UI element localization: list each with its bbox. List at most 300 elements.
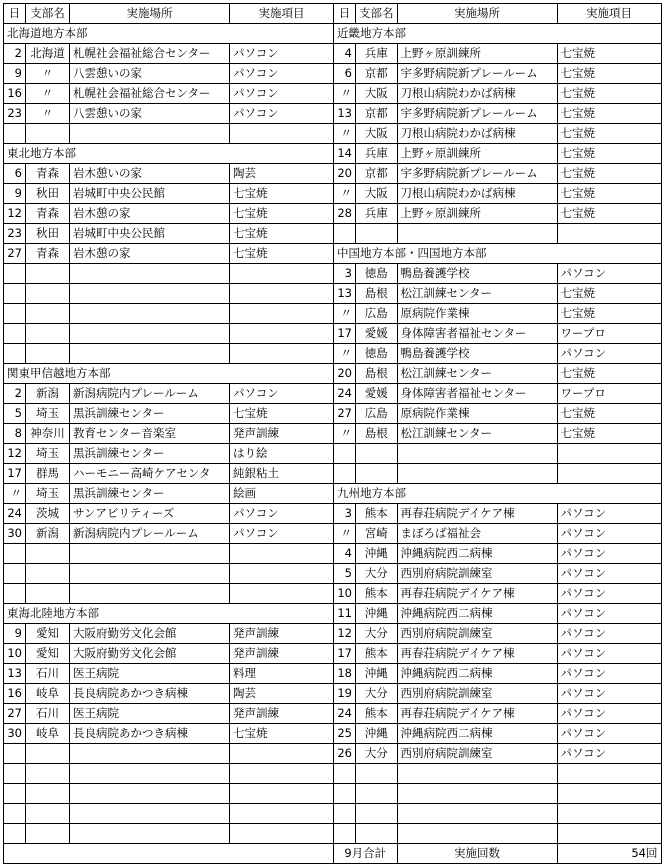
venue-cell-right: 沖縄病院西二病棟 — [397, 604, 557, 624]
venue-cell-left — [70, 764, 230, 784]
item-cell-left — [230, 324, 334, 344]
day-cell-left: 9 — [4, 624, 26, 644]
branch-cell-right: 広島 — [356, 304, 398, 324]
item-cell-left — [230, 264, 334, 284]
day-cell-left — [4, 284, 26, 304]
venue-cell-left: 岩木憩の家 — [70, 244, 230, 264]
day-cell-left — [4, 544, 26, 564]
day-cell-right — [334, 464, 356, 484]
item-cell-right: 七宝焼 — [557, 164, 661, 184]
day-cell-right: 20 — [334, 164, 356, 184]
branch-cell-left: 愛知 — [26, 624, 70, 644]
item-cell-right: 七宝焼 — [557, 64, 661, 84]
day-cell-right — [334, 764, 356, 784]
item-cell-left: 陶芸 — [230, 684, 334, 704]
branch-cell-left: 秋田 — [26, 184, 70, 204]
table-row — [4, 84, 662, 104]
day-cell-right: 28 — [334, 204, 356, 224]
day-cell-right: 〃 — [334, 124, 356, 144]
item-cell-left: 料理 — [230, 664, 334, 684]
table-row — [4, 364, 662, 384]
branch-cell-left: 新潟 — [26, 384, 70, 404]
item-cell-left: 七宝焼 — [230, 404, 334, 424]
branch-cell-left: 石川 — [26, 664, 70, 684]
branch-cell-right — [356, 764, 398, 784]
branch-cell-right: 熊本 — [356, 504, 398, 524]
branch-cell-left: 秋田 — [26, 224, 70, 244]
branch-cell-right — [356, 804, 398, 824]
item-cell-left — [230, 784, 334, 804]
day-cell-left: 24 — [4, 504, 26, 524]
item-cell-right: ワープロ — [557, 324, 661, 344]
day-cell-right: 4 — [334, 44, 356, 64]
table-row — [4, 24, 662, 44]
item-cell-left — [230, 124, 334, 144]
day-cell-right: 〃 — [334, 424, 356, 444]
table-row — [4, 724, 662, 744]
item-cell-right: 七宝焼 — [557, 144, 661, 164]
item-cell-right: パソコン — [557, 744, 661, 764]
venue-cell-left — [70, 264, 230, 284]
day-cell-left: 2 — [4, 44, 26, 64]
table-row — [4, 624, 662, 644]
day-cell-left — [4, 564, 26, 584]
branch-cell-right: 京都 — [356, 164, 398, 184]
branch-cell-right — [356, 784, 398, 804]
item-cell-left: パソコン — [230, 504, 334, 524]
venue-cell-right: 原病院作業棟 — [397, 404, 557, 424]
venue-cell-right: 松江訓練センター — [397, 424, 557, 444]
day-cell-right: 〃 — [334, 84, 356, 104]
day-cell-left: 30 — [4, 524, 26, 544]
day-cell-right: 20 — [334, 364, 356, 384]
item-cell-right: パソコン — [557, 684, 661, 704]
branch-cell-left — [26, 804, 70, 824]
item-cell-left — [230, 764, 334, 784]
table-row — [4, 564, 662, 584]
venue-cell-right: 再春荘病院デイケア棟 — [397, 704, 557, 724]
day-cell-left: 5 — [4, 404, 26, 424]
venue-cell-right — [397, 444, 557, 464]
table-row — [4, 124, 662, 144]
header-venue-right: 実施場所 — [397, 4, 557, 24]
venue-cell-left — [70, 324, 230, 344]
day-cell-right: 24 — [334, 704, 356, 724]
venue-cell-right: 上野ヶ原訓練所 — [397, 144, 557, 164]
branch-cell-right: 徳島 — [356, 344, 398, 364]
branch-cell-right: 愛媛 — [356, 324, 398, 344]
day-cell-left: 17 — [4, 464, 26, 484]
day-cell-left: 6 — [4, 164, 26, 184]
item-cell-left: 七宝焼 — [230, 204, 334, 224]
item-cell-left: パソコン — [230, 104, 334, 124]
table-row — [4, 304, 662, 324]
table-row — [4, 804, 662, 824]
branch-cell-left: 愛知 — [26, 644, 70, 664]
item-cell-right: パソコン — [557, 704, 661, 724]
venue-cell-right — [397, 224, 557, 244]
table-row — [4, 164, 662, 184]
branch-cell-right: 大阪 — [356, 124, 398, 144]
branch-cell-right: 大分 — [356, 684, 398, 704]
day-cell-right: 13 — [334, 284, 356, 304]
day-cell-right: 13 — [334, 104, 356, 124]
branch-cell-right: 京都 — [356, 64, 398, 84]
branch-cell-left: 青森 — [26, 204, 70, 224]
venue-cell-left — [70, 784, 230, 804]
item-cell-left — [230, 344, 334, 364]
item-cell-right — [557, 444, 661, 464]
item-cell-left — [230, 824, 334, 844]
item-cell-right: パソコン — [557, 724, 661, 744]
table-row — [4, 444, 662, 464]
item-cell-right: 七宝焼 — [557, 284, 661, 304]
count-label: 実施回数 — [397, 844, 557, 864]
day-cell-left — [4, 804, 26, 824]
branch-cell-right: 沖縄 — [356, 544, 398, 564]
venue-cell-right: 刀根山病院わかば病棟 — [397, 84, 557, 104]
header-branch-right: 支部名 — [356, 4, 398, 24]
day-cell-right: 27 — [334, 404, 356, 424]
section-header-left: 東北地方本部 — [4, 144, 334, 164]
item-cell-right: パソコン — [557, 344, 661, 364]
table-row — [4, 144, 662, 164]
day-cell-left — [4, 324, 26, 344]
table-row — [4, 244, 662, 264]
day-cell-right: 17 — [334, 324, 356, 344]
day-cell-left — [4, 824, 26, 844]
venue-cell-right: 原病院作業棟 — [397, 304, 557, 324]
venue-cell-left: 教育センター音楽室 — [70, 424, 230, 444]
section-header-right: 中国地方本部・四国地方本部 — [334, 244, 662, 264]
item-cell-left — [230, 584, 334, 604]
venue-cell-right: 身体障害者福祉センター — [397, 324, 557, 344]
branch-cell-left: 石川 — [26, 704, 70, 724]
branch-cell-left — [26, 344, 70, 364]
item-cell-right: パソコン — [557, 504, 661, 524]
item-cell-left: パソコン — [230, 384, 334, 404]
day-cell-left: 8 — [4, 424, 26, 444]
header-row — [4, 4, 662, 24]
table-row — [4, 104, 662, 124]
item-cell-right: 七宝焼 — [557, 44, 661, 64]
branch-cell-right: 島根 — [356, 284, 398, 304]
day-cell-right: 5 — [334, 564, 356, 584]
venue-cell-left — [70, 804, 230, 824]
branch-cell-left: 北海道 — [26, 44, 70, 64]
table-row — [4, 744, 662, 764]
venue-cell-left: ハーモニー高崎ケアセンタ — [70, 464, 230, 484]
item-cell-right: 七宝焼 — [557, 84, 661, 104]
branch-cell-left — [26, 824, 70, 844]
day-cell-right: 26 — [334, 744, 356, 764]
item-cell-right: パソコン — [557, 264, 661, 284]
venue-cell-right — [397, 464, 557, 484]
table-row — [4, 184, 662, 204]
venue-cell-left — [70, 564, 230, 584]
branch-cell-right: 兵庫 — [356, 204, 398, 224]
item-cell-right: ワープロ — [557, 384, 661, 404]
day-cell-left — [4, 744, 26, 764]
venue-cell-left: 岩城町中央公民館 — [70, 184, 230, 204]
item-cell-left: パソコン — [230, 64, 334, 84]
branch-cell-left — [26, 264, 70, 284]
day-cell-left: 2 — [4, 384, 26, 404]
venue-cell-right: 刀根山病院わかば病棟 — [397, 124, 557, 144]
header-venue-left: 実施場所 — [70, 4, 230, 24]
venue-cell-right: 沖縄病院西二病棟 — [397, 544, 557, 564]
item-cell-right — [557, 784, 661, 804]
branch-cell-left — [26, 284, 70, 304]
venue-cell-left: 新潟病院内プレールーム — [70, 384, 230, 404]
branch-cell-left — [26, 324, 70, 344]
table-row — [4, 524, 662, 544]
item-cell-left — [230, 744, 334, 764]
venue-cell-right: 上野ヶ原訓練所 — [397, 204, 557, 224]
venue-cell-right: 松江訓練センター — [397, 284, 557, 304]
branch-cell-right — [356, 444, 398, 464]
day-cell-left — [4, 764, 26, 784]
venue-cell-left — [70, 284, 230, 304]
day-cell-left: 16 — [4, 684, 26, 704]
table-row — [4, 264, 662, 284]
day-cell-right: 6 — [334, 64, 356, 84]
item-cell-right: パソコン — [557, 524, 661, 544]
table-row — [4, 384, 662, 404]
branch-cell-left — [26, 584, 70, 604]
venue-cell-right: 松江訓練センター — [397, 364, 557, 384]
venue-cell-left — [70, 584, 230, 604]
day-cell-right — [334, 824, 356, 844]
item-cell-left: 七宝焼 — [230, 184, 334, 204]
table-row — [4, 224, 662, 244]
venue-cell-left: 岩木憩の家 — [70, 204, 230, 224]
section-header-right: 九州地方本部 — [334, 484, 662, 504]
day-cell-left: 9 — [4, 64, 26, 84]
item-cell-right: パソコン — [557, 564, 661, 584]
venue-cell-left: 長良病院あかつき病棟 — [70, 724, 230, 744]
item-cell-right — [557, 224, 661, 244]
item-cell-left — [230, 804, 334, 824]
table-row — [4, 404, 662, 424]
day-cell-left: 27 — [4, 244, 26, 264]
branch-cell-right: 熊本 — [356, 704, 398, 724]
item-cell-left: パソコン — [230, 84, 334, 104]
count-value: 54回 — [557, 844, 661, 864]
section-header-left: 北海道地方本部 — [4, 24, 334, 44]
table-row — [4, 64, 662, 84]
item-cell-left — [230, 544, 334, 564]
table-row — [4, 464, 662, 484]
item-cell-right: 七宝焼 — [557, 404, 661, 424]
venue-cell-right: 宇多野病院新プレールーム — [397, 164, 557, 184]
venue-cell-right: 鴨島養護学校 — [397, 264, 557, 284]
day-cell-left: 16 — [4, 84, 26, 104]
branch-cell-right — [356, 224, 398, 244]
branch-cell-right: 京都 — [356, 104, 398, 124]
table-body — [4, 24, 662, 844]
day-cell-left — [4, 344, 26, 364]
item-cell-left: 発声訓練 — [230, 704, 334, 724]
table-row — [4, 44, 662, 64]
day-cell-left: 27 — [4, 704, 26, 724]
table-row — [4, 784, 662, 804]
branch-cell-right: 島根 — [356, 364, 398, 384]
activity-schedule-table — [3, 3, 662, 864]
item-cell-left: 七宝焼 — [230, 244, 334, 264]
branch-cell-right: 大分 — [356, 744, 398, 764]
venue-cell-left — [70, 344, 230, 364]
venue-cell-left: 大阪府勤労文化会館 — [70, 624, 230, 644]
header-day-left: 日 — [4, 4, 26, 24]
header-item-right: 実施項目 — [557, 4, 661, 24]
day-cell-left: 23 — [4, 104, 26, 124]
item-cell-left: 陶芸 — [230, 164, 334, 184]
item-cell-right: パソコン — [557, 544, 661, 564]
branch-cell-left — [26, 784, 70, 804]
branch-cell-left — [26, 544, 70, 564]
day-cell-right: 3 — [334, 264, 356, 284]
branch-cell-right: 兵庫 — [356, 44, 398, 64]
item-cell-right — [557, 824, 661, 844]
venue-cell-right: 沖縄病院西二病棟 — [397, 724, 557, 744]
venue-cell-left: 医王病院 — [70, 704, 230, 724]
branch-cell-left: 〃 — [26, 64, 70, 84]
item-cell-left: はり絵 — [230, 444, 334, 464]
item-cell-left: 発声訓練 — [230, 424, 334, 444]
day-cell-right: 25 — [334, 724, 356, 744]
header-branch-left: 支部名 — [26, 4, 70, 24]
branch-cell-left: 〃 — [26, 104, 70, 124]
day-cell-right: 〃 — [334, 524, 356, 544]
venue-cell-left: 八雲憩いの家 — [70, 104, 230, 124]
venue-cell-left: 黒浜訓練センター — [70, 484, 230, 504]
day-cell-right: 3 — [334, 504, 356, 524]
branch-cell-right — [356, 464, 398, 484]
table-row — [4, 824, 662, 844]
day-cell-right — [334, 804, 356, 824]
item-cell-left — [230, 304, 334, 324]
venue-cell-right: 身体障害者福祉センター — [397, 384, 557, 404]
table-row — [4, 584, 662, 604]
venue-cell-left: サンアビリティーズ — [70, 504, 230, 524]
item-cell-right: パソコン — [557, 584, 661, 604]
venue-cell-right — [397, 804, 557, 824]
day-cell-right: 〃 — [334, 344, 356, 364]
day-cell-left — [4, 584, 26, 604]
branch-cell-left: 岐阜 — [26, 684, 70, 704]
item-cell-right: パソコン — [557, 604, 661, 624]
table-row — [4, 324, 662, 344]
header-day-right: 日 — [334, 4, 356, 24]
branch-cell-left: 埼玉 — [26, 444, 70, 464]
branch-cell-right: 島根 — [356, 424, 398, 444]
venue-cell-right: 宇多野病院新プレールーム — [397, 104, 557, 124]
venue-cell-left: 黒浜訓練センター — [70, 404, 230, 424]
venue-cell-left: 岩城町中央公民館 — [70, 224, 230, 244]
branch-cell-right: 大分 — [356, 564, 398, 584]
venue-cell-left — [70, 544, 230, 564]
venue-cell-right — [397, 824, 557, 844]
item-cell-right: パソコン — [557, 644, 661, 664]
day-cell-right: 12 — [334, 624, 356, 644]
venue-cell-right: 西別府病院訓練室 — [397, 624, 557, 644]
item-cell-right: 七宝焼 — [557, 104, 661, 124]
day-cell-left: 12 — [4, 204, 26, 224]
venue-cell-right: 西別府病院訓練室 — [397, 684, 557, 704]
venue-cell-left: 長良病院あかつき病棟 — [70, 684, 230, 704]
day-cell-left: 12 — [4, 444, 26, 464]
item-cell-left: 純銀粘土 — [230, 464, 334, 484]
item-cell-right — [557, 464, 661, 484]
item-cell-right: 七宝焼 — [557, 364, 661, 384]
venue-cell-right: 再春荘病院デイケア棟 — [397, 504, 557, 524]
item-cell-right: 七宝焼 — [557, 184, 661, 204]
branch-cell-left: 茨城 — [26, 504, 70, 524]
day-cell-left: 10 — [4, 644, 26, 664]
branch-cell-right: 熊本 — [356, 644, 398, 664]
branch-cell-left — [26, 304, 70, 324]
table-row — [4, 644, 662, 664]
branch-cell-left: 埼玉 — [26, 484, 70, 504]
venue-cell-left: 黒浜訓練センター — [70, 444, 230, 464]
branch-cell-left — [26, 744, 70, 764]
day-cell-right — [334, 444, 356, 464]
day-cell-left: 〃 — [4, 484, 26, 504]
branch-cell-right: 沖縄 — [356, 604, 398, 624]
table-row — [4, 204, 662, 224]
item-cell-left: パソコン — [230, 44, 334, 64]
venue-cell-left: 八雲憩いの家 — [70, 64, 230, 84]
branch-cell-left — [26, 764, 70, 784]
item-cell-left — [230, 284, 334, 304]
venue-cell-left: 札幌社会福祉総合センター — [70, 44, 230, 64]
venue-cell-left — [70, 824, 230, 844]
header-item-left: 実施項目 — [230, 4, 334, 24]
item-cell-right: 七宝焼 — [557, 204, 661, 224]
venue-cell-right: 刀根山病院わかば病棟 — [397, 184, 557, 204]
branch-cell-right: 宮崎 — [356, 524, 398, 544]
section-header-left: 関東甲信越地方本部 — [4, 364, 334, 384]
branch-cell-left: 群馬 — [26, 464, 70, 484]
table-row — [4, 664, 662, 684]
venue-cell-right: 再春荘病院デイケア棟 — [397, 644, 557, 664]
day-cell-right: 14 — [334, 144, 356, 164]
branch-cell-right — [356, 824, 398, 844]
venue-cell-right — [397, 784, 557, 804]
item-cell-right: 七宝焼 — [557, 124, 661, 144]
day-cell-right: 10 — [334, 584, 356, 604]
venue-cell-left: 岩木憩いの家 — [70, 164, 230, 184]
venue-cell-right: 再春荘病院デイケア棟 — [397, 584, 557, 604]
item-cell-right: パソコン — [557, 624, 661, 644]
venue-cell-left: 新潟病院内プレールーム — [70, 524, 230, 544]
venue-cell-right: 鴨島養護学校 — [397, 344, 557, 364]
item-cell-left: 発声訓練 — [230, 644, 334, 664]
day-cell-right: 〃 — [334, 184, 356, 204]
branch-cell-right: 沖縄 — [356, 724, 398, 744]
branch-cell-left: 青森 — [26, 244, 70, 264]
branch-cell-left: 岐阜 — [26, 724, 70, 744]
venue-cell-right: 西別府病院訓練室 — [397, 744, 557, 764]
branch-cell-right: 愛媛 — [356, 384, 398, 404]
branch-cell-left: 埼玉 — [26, 404, 70, 424]
day-cell-right: 19 — [334, 684, 356, 704]
day-cell-left — [4, 304, 26, 324]
item-cell-right — [557, 764, 661, 784]
table-row — [4, 684, 662, 704]
item-cell-right: 七宝焼 — [557, 304, 661, 324]
